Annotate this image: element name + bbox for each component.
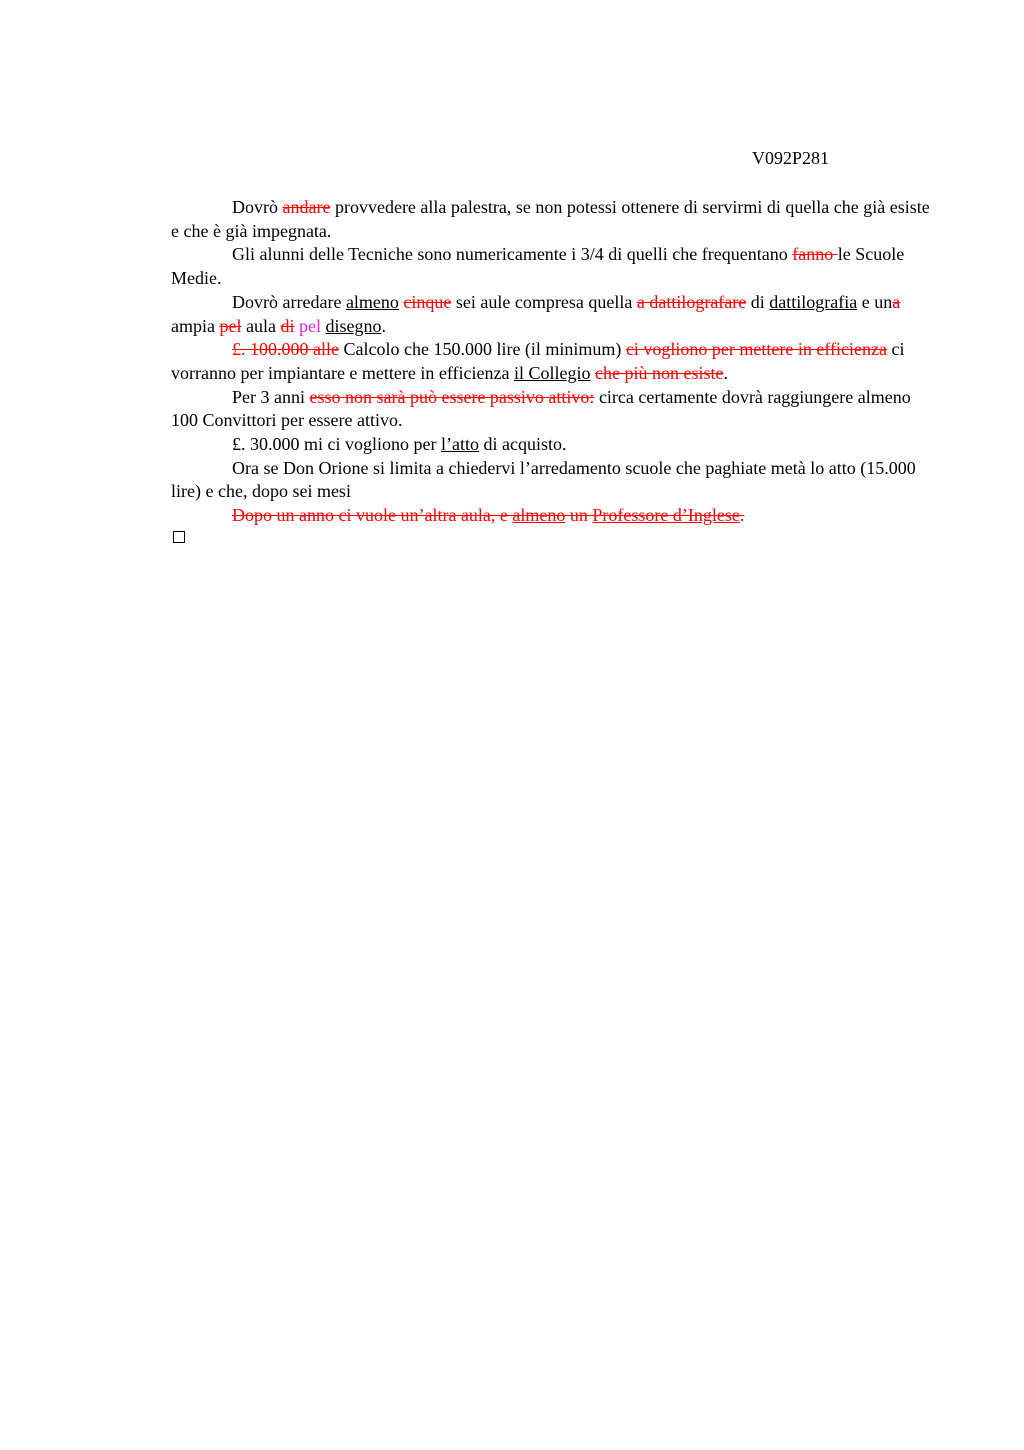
text: e un <box>857 291 893 312</box>
deleted-text: a dattilografare <box>636 291 747 312</box>
paragraph-anni <box>171 386 931 433</box>
underlined-text: l’atto <box>440 434 479 455</box>
inserted-text: pel <box>298 315 321 336</box>
text: Gli alunni delle Tecniche sono numericamente i 3/4 di quelli che frequentano <box>232 244 793 265</box>
deleted-text: . <box>739 505 745 526</box>
paragraph-aule <box>171 291 931 338</box>
text: le Scuole Medie. <box>171 244 905 289</box>
text: sei aule compresa quella <box>451 291 637 312</box>
paragraph-acquisto <box>171 433 931 457</box>
text: aula <box>241 315 281 336</box>
deleted-text: Dopo un anno ci vuole un’altra aula, e <box>232 505 513 526</box>
deleted-text: cinque <box>403 291 452 312</box>
deleted-text: esso non sarà può essere passivo attivo: <box>309 386 595 407</box>
reference-code: V092P281 <box>752 148 830 168</box>
deleted-text: di <box>280 315 295 336</box>
deleted-underlined-text: Professore d’Inglese <box>592 505 740 526</box>
document-body <box>171 196 931 528</box>
text: ampia <box>171 315 220 336</box>
text: provvedere alla palestra, se non potessi ottenere di servirmi di quella che già esiste e che è già impegnata. <box>171 197 930 241</box>
text: di acquisto. <box>478 434 567 455</box>
text: ci vorranno per impiantare e mettere in efficienza <box>171 339 905 383</box>
text: Calcolo che 150.000 lire (il minimum) <box>338 339 626 360</box>
paragraph-alunni <box>171 243 931 290</box>
text: . <box>381 315 386 336</box>
text: £. 30.000 mi ci vogliono per <box>232 434 441 455</box>
paragraph-don-orione <box>171 457 931 504</box>
text: Dovrò arredare <box>232 291 346 312</box>
underlined-text: disegno <box>325 315 382 336</box>
deleted-underlined-text: almeno <box>512 505 566 526</box>
deleted-text: andare <box>282 197 331 217</box>
text: . <box>723 362 728 383</box>
deleted-text: un <box>565 505 593 526</box>
deleted-text: £. 100.000 alle <box>232 339 339 360</box>
paragraph-palestra <box>171 196 931 243</box>
paragraph-deleted <box>171 504 931 528</box>
underlined-text: il Collegio <box>514 362 591 383</box>
underlined-text: almeno <box>345 291 399 312</box>
deleted-text: che più non esiste <box>595 362 724 383</box>
text: di <box>746 291 770 312</box>
checkbox-square-icon <box>173 531 185 543</box>
deleted-text: fanno <box>792 244 838 265</box>
deleted-text: pel <box>219 315 242 336</box>
deleted-text: a <box>892 291 901 312</box>
paragraph-calcolo <box>171 338 931 385</box>
deleted-text: ci vogliono per mettere in efficienza <box>625 339 887 360</box>
underlined-text: dattilografia <box>769 291 858 312</box>
text: Dovrò <box>232 197 283 217</box>
text: Ora se Don Orione si limita a chiedervi l’arredamento scuole che paghiate metà lo atto (15.000 lire) e che, dopo sei mesi <box>171 457 916 502</box>
text: circa certamente dovrà raggiungere almeno 100 Convittori per essere attivo. <box>171 386 911 431</box>
text: Per 3 anni <box>232 386 310 407</box>
